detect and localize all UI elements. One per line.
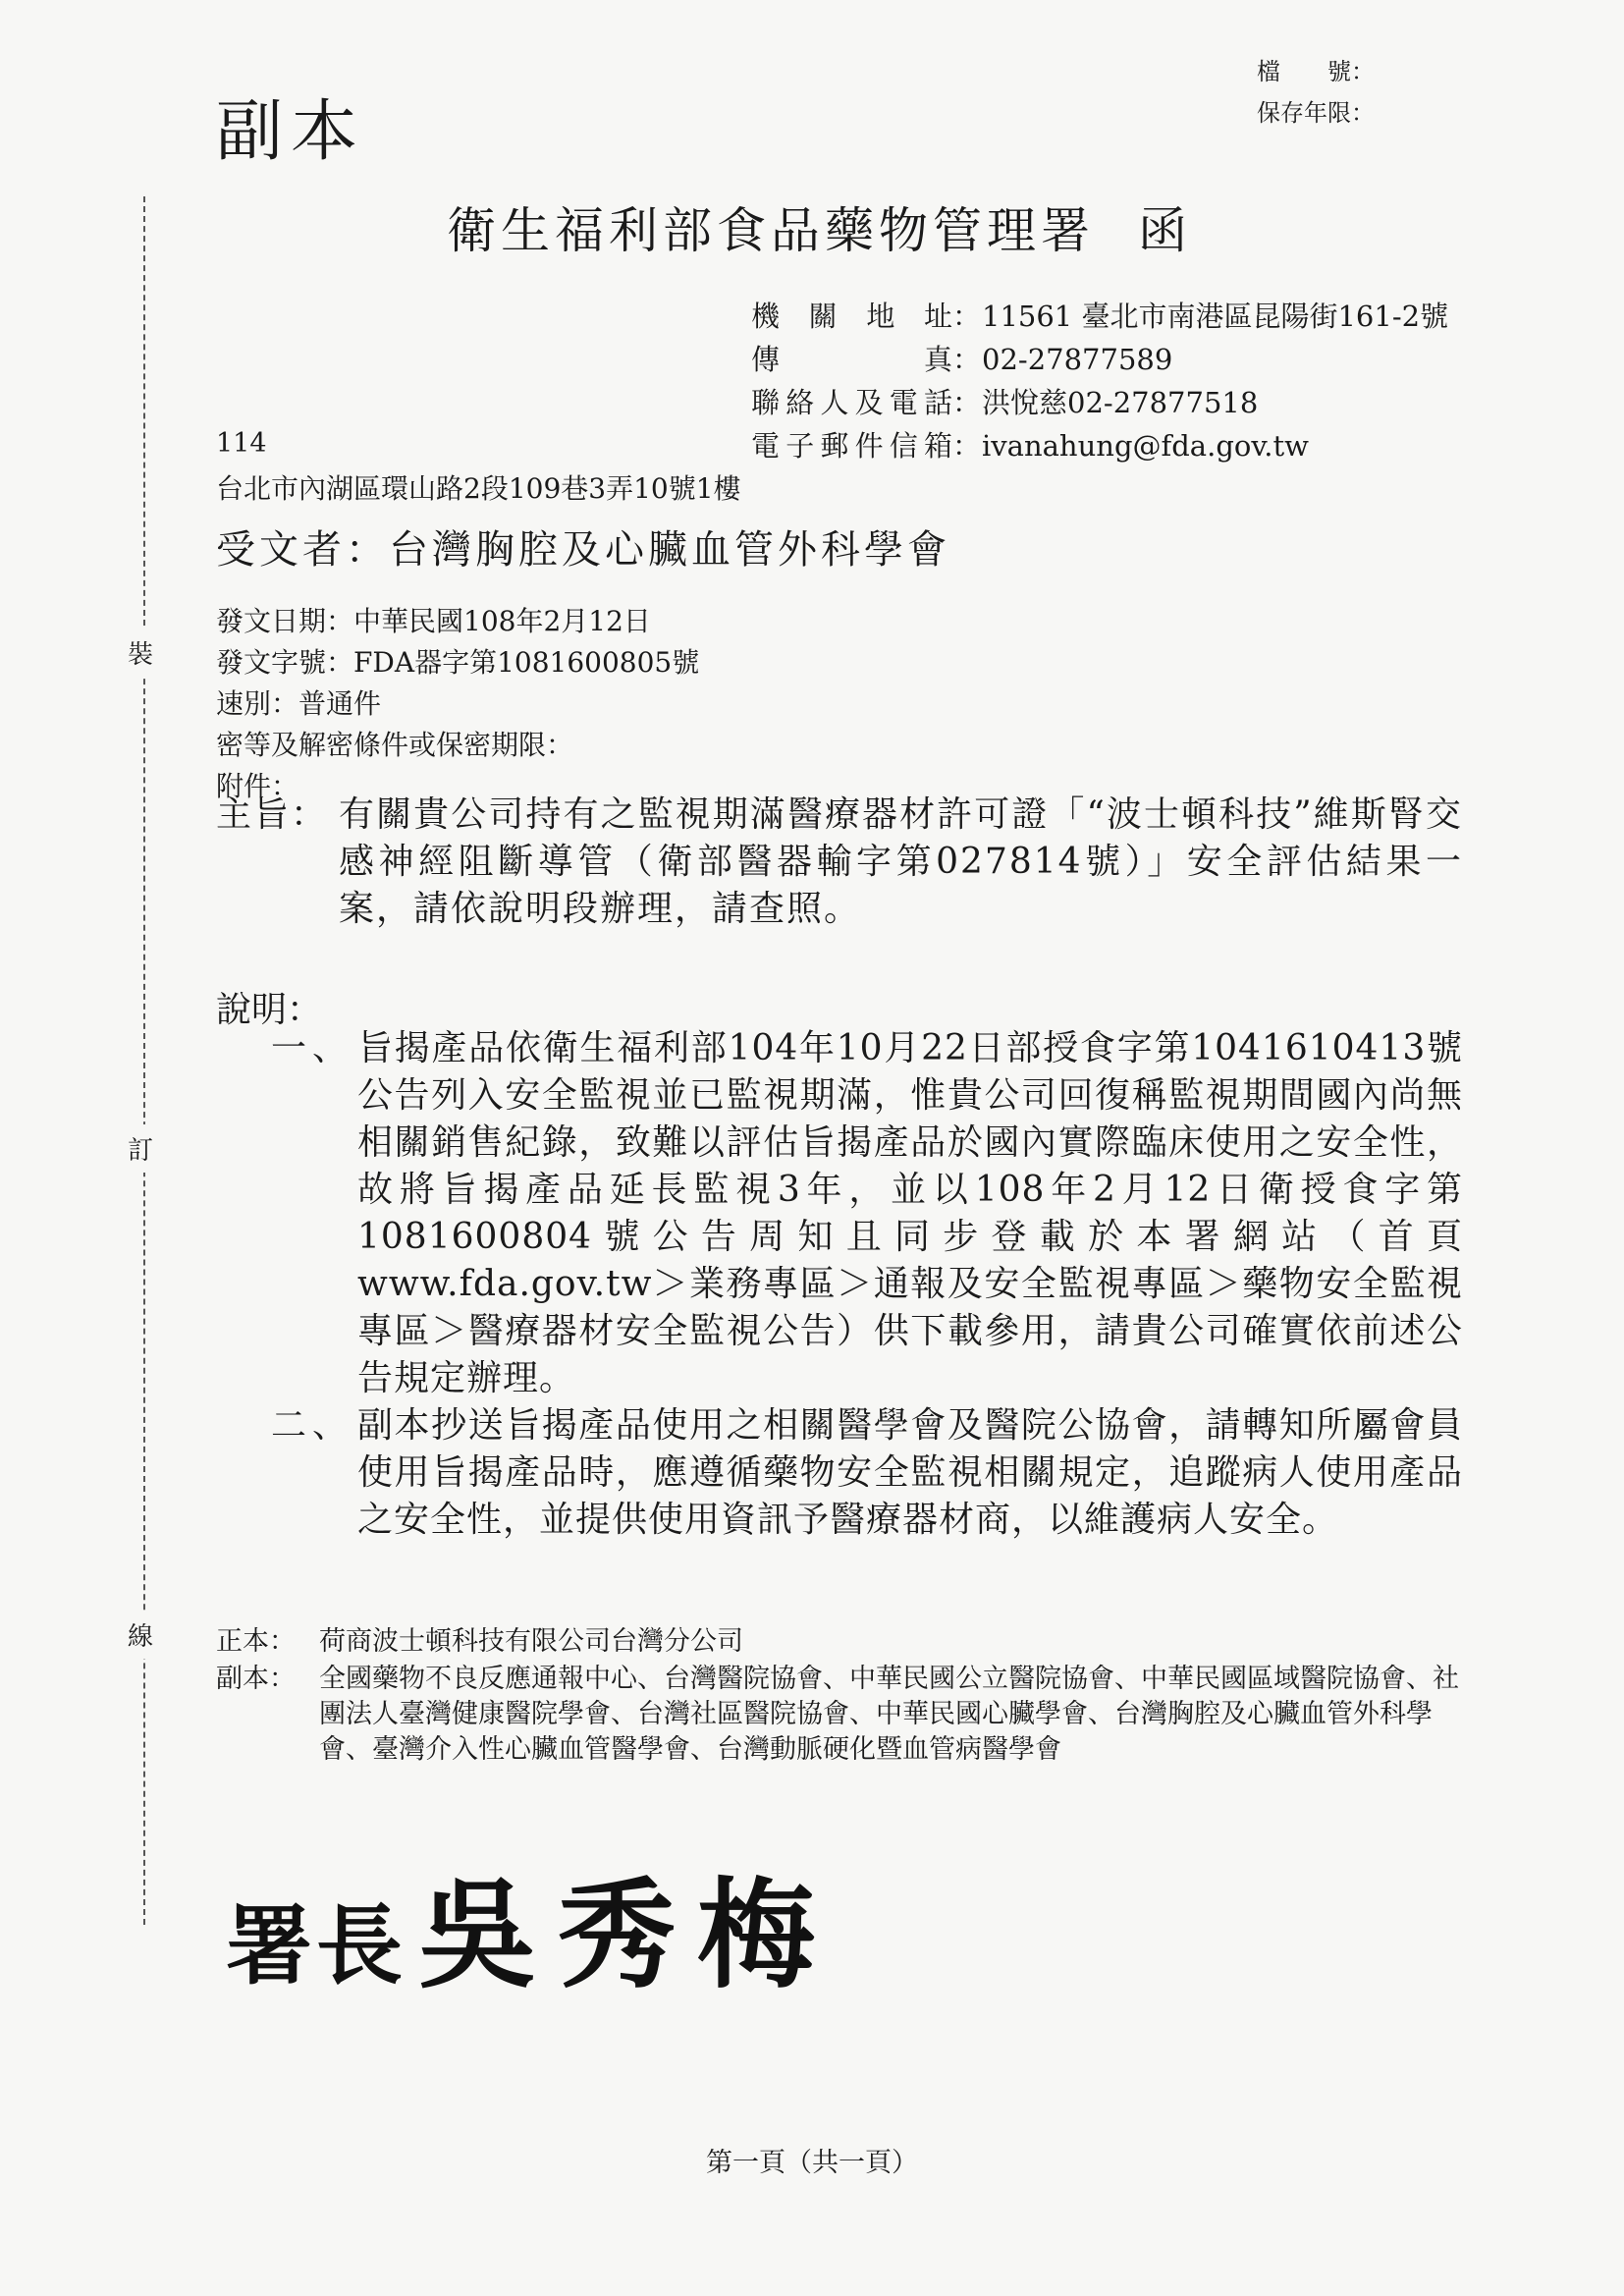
contact-row: 聯絡人及電話 ： 洪悅慈02-27877518 [751,381,1448,424]
explanation-item [216,1025,1463,1402]
subject [216,792,1463,933]
item-number: 二、 [270,1405,353,1446]
contact-row: 機關地址 ： 11561 臺北市南港區昆陽街161-2號 [751,295,1448,338]
doc-number: 發文字號：FDA器字第1081600805號 [216,646,700,679]
distribution-copy [216,1662,1473,1768]
item-text: 副本抄送旨揭產品使用之相關醫學會及醫院公協會，請轉知所屬會員使用旨揭產品時，應遵循藥物安全監視相關規定，追蹤病人使用產品之安全性，並提供使用資訊予醫療器材商，以維護病人安全。 [357,1405,1463,1540]
file-number-label: 檔 號： [1257,58,1375,85]
item-text: 旨揭產品依衛生福利部104年10月22日部授食字第1041610413號公告列入安全監視並已監視期滿，惟貴公司回復稱監視期間國內尚無相關銷售紀錄，致難以評估旨揭產品於國內實際臨床使用之安全性，故將旨揭產品延長監視3年，並以108年2月12日衛授食字第1081600804號公告周知且同步登載於本署網站（首頁www.fda.gov.tw＞業務專區＞通報及安全監視專區＞藥物安全監視專區＞醫療器材安全監視公告）供下載參用，請貴公司確實依前述公告規定辦理。 [357,1028,1463,1398]
page-number: 第一頁（共一頁） [706,2148,918,2178]
attachment: 附件： [216,770,299,802]
contact-row: 電子郵件信箱 ： ivanahung@fda.gov.tw [751,424,1448,467]
org-title [447,191,1192,262]
contact-block [751,295,1448,467]
contact-label: 機關地址 [751,300,952,333]
copy-label: 副本 [216,93,366,171]
binding-mark-ding: 訂 [128,1124,153,1173]
binding-mark-xian: 線 [128,1611,153,1659]
binding-line [143,196,145,1925]
contact-label: 聯絡人及電話 [751,386,952,419]
signature-name: 吳秀梅 [418,1866,838,2004]
doc-type: 函 [1138,202,1192,259]
contact-value: 11561 臺北市南港區昆陽街161-2號 [982,300,1449,333]
copy-recipients-label: 副本： [216,1664,296,1694]
contact-value: 洪悅慈02-27877518 [982,386,1259,419]
distribution-main [216,1624,1473,1660]
recipient-line: 受文者：台灣胸腔及心臟血管外科學會 [216,527,950,573]
explanation-label: 說明： [216,990,323,1030]
binding-mark-zhuang: 裝 [128,629,153,677]
speed-class: 速別：普通件 [216,687,382,720]
org-name: 衛生福利部食品藥物管理署 [447,202,1095,259]
contact-row: 傳真 ： 02-27877589 [751,338,1448,381]
subject-text: 有關貴公司持有之監視期滿醫療器材許可證「“波士頓科技”維斯腎交感神經阻斷導管（衛部醫器輸字第027814號）」安全評估結果一案，請依說明段辦理，請查照。 [339,794,1463,929]
contact-value: ivanahung@fda.gov.tw [982,429,1309,463]
item-number: 一、 [270,1028,353,1068]
copy-recipients: 全國藥物不良反應通報中心、台灣醫院協會、中華民國公立醫院協會、中華民國區域醫院協會、社團法人臺灣健康醫院學會、台灣社區醫院協會、中華民國心臟學會、台灣胸腔及心臟血管外科學會、臺灣介入性心臟血管醫學會、台灣動脈硬化暨血管病醫學會 [319,1664,1459,1765]
issue-date: 發文日期：中華民國108年2月12日 [216,605,651,637]
recipient-address: 台北市內湖區環山路2段109巷3弄10號1樓 [216,472,741,505]
postal-code: 114 [216,428,267,459]
main-recipient: 荷商波士頓科技有限公司台灣分公司 [319,1626,743,1657]
retention-label: 保存年限： [1257,99,1375,127]
file-meta [1257,51,1375,134]
explanation-item [216,1402,1463,1544]
contact-label: 電子郵件信箱 [751,429,952,463]
main-recipient-label: 正本： [216,1626,296,1657]
subject-label: 主旨： [216,794,329,835]
doc-meta [216,601,699,807]
secrecy-class: 密等及解密條件或保密期限： [216,729,574,761]
signature-title: 署長 [226,1894,407,1996]
signature [226,1841,837,2010]
contact-value: 02-27877589 [982,343,1173,376]
contact-label: 傳真 [751,343,952,376]
